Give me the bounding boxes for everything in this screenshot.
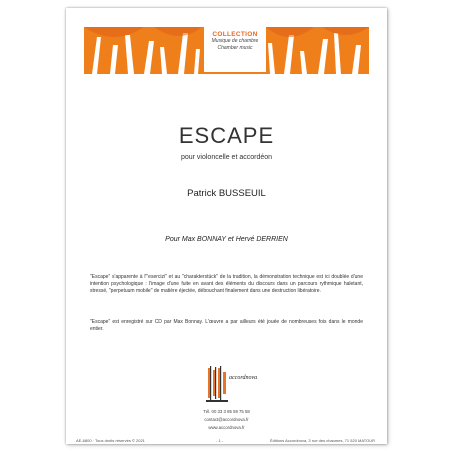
score-cover-page [66, 8, 387, 444]
footer-page-number: - 1 - [216, 438, 224, 443]
publisher-logo [204, 364, 264, 404]
description-paragraph: "Escape" s'apparente à l'"esercizi" et au "charakterstück" de la tradition, la démonstration technique est ici doublée d'une intention psychologique : l'image d'une fuite en avant des éléments du discours dans un parcours rythmique haletant, stressé, "perpetuum mobile" de matière éjectée, débouchant finalement dans une destruction libératoire. [90, 274, 363, 294]
collection-line-2: Chamber music [217, 45, 253, 51]
work-title: ESCAPE [178, 123, 275, 148]
work-subtitle: pour violoncelle et accordéon [180, 154, 273, 161]
contact-phone: Tél. 00 33 3 85 59 75 58 [203, 409, 250, 414]
collection-line-1: Musique de chambre [211, 38, 259, 44]
publisher-name: accordnova [229, 375, 258, 381]
collection-title: COLLECTION [212, 31, 258, 38]
dedication: Pour Max BONNAY et Hervé DERRIEN [165, 236, 288, 243]
contact-email[interactable]: contact@accordnova.fr [204, 417, 249, 422]
composer-name: Patrick BUSSEUIL [187, 188, 266, 199]
description-paragraph: "Escape" est enregistré sur CD par Max Bonnay. L'œuvre a par ailleurs été jouée de nombreuses fois dans le monde entier. [90, 319, 363, 332]
footer-reference: AE-6800 · Tous droits réservés © 2021 [76, 438, 145, 443]
collection-label-box [204, 27, 266, 72]
footer-publisher-address: Éditions Accordnova, 3 rue des chaumes, 71 520 MATOUR [269, 438, 375, 443]
collection-banner [84, 27, 369, 74]
accordion-logo-icon [204, 364, 264, 404]
contact-website[interactable]: www.accordnova.fr [208, 425, 245, 430]
